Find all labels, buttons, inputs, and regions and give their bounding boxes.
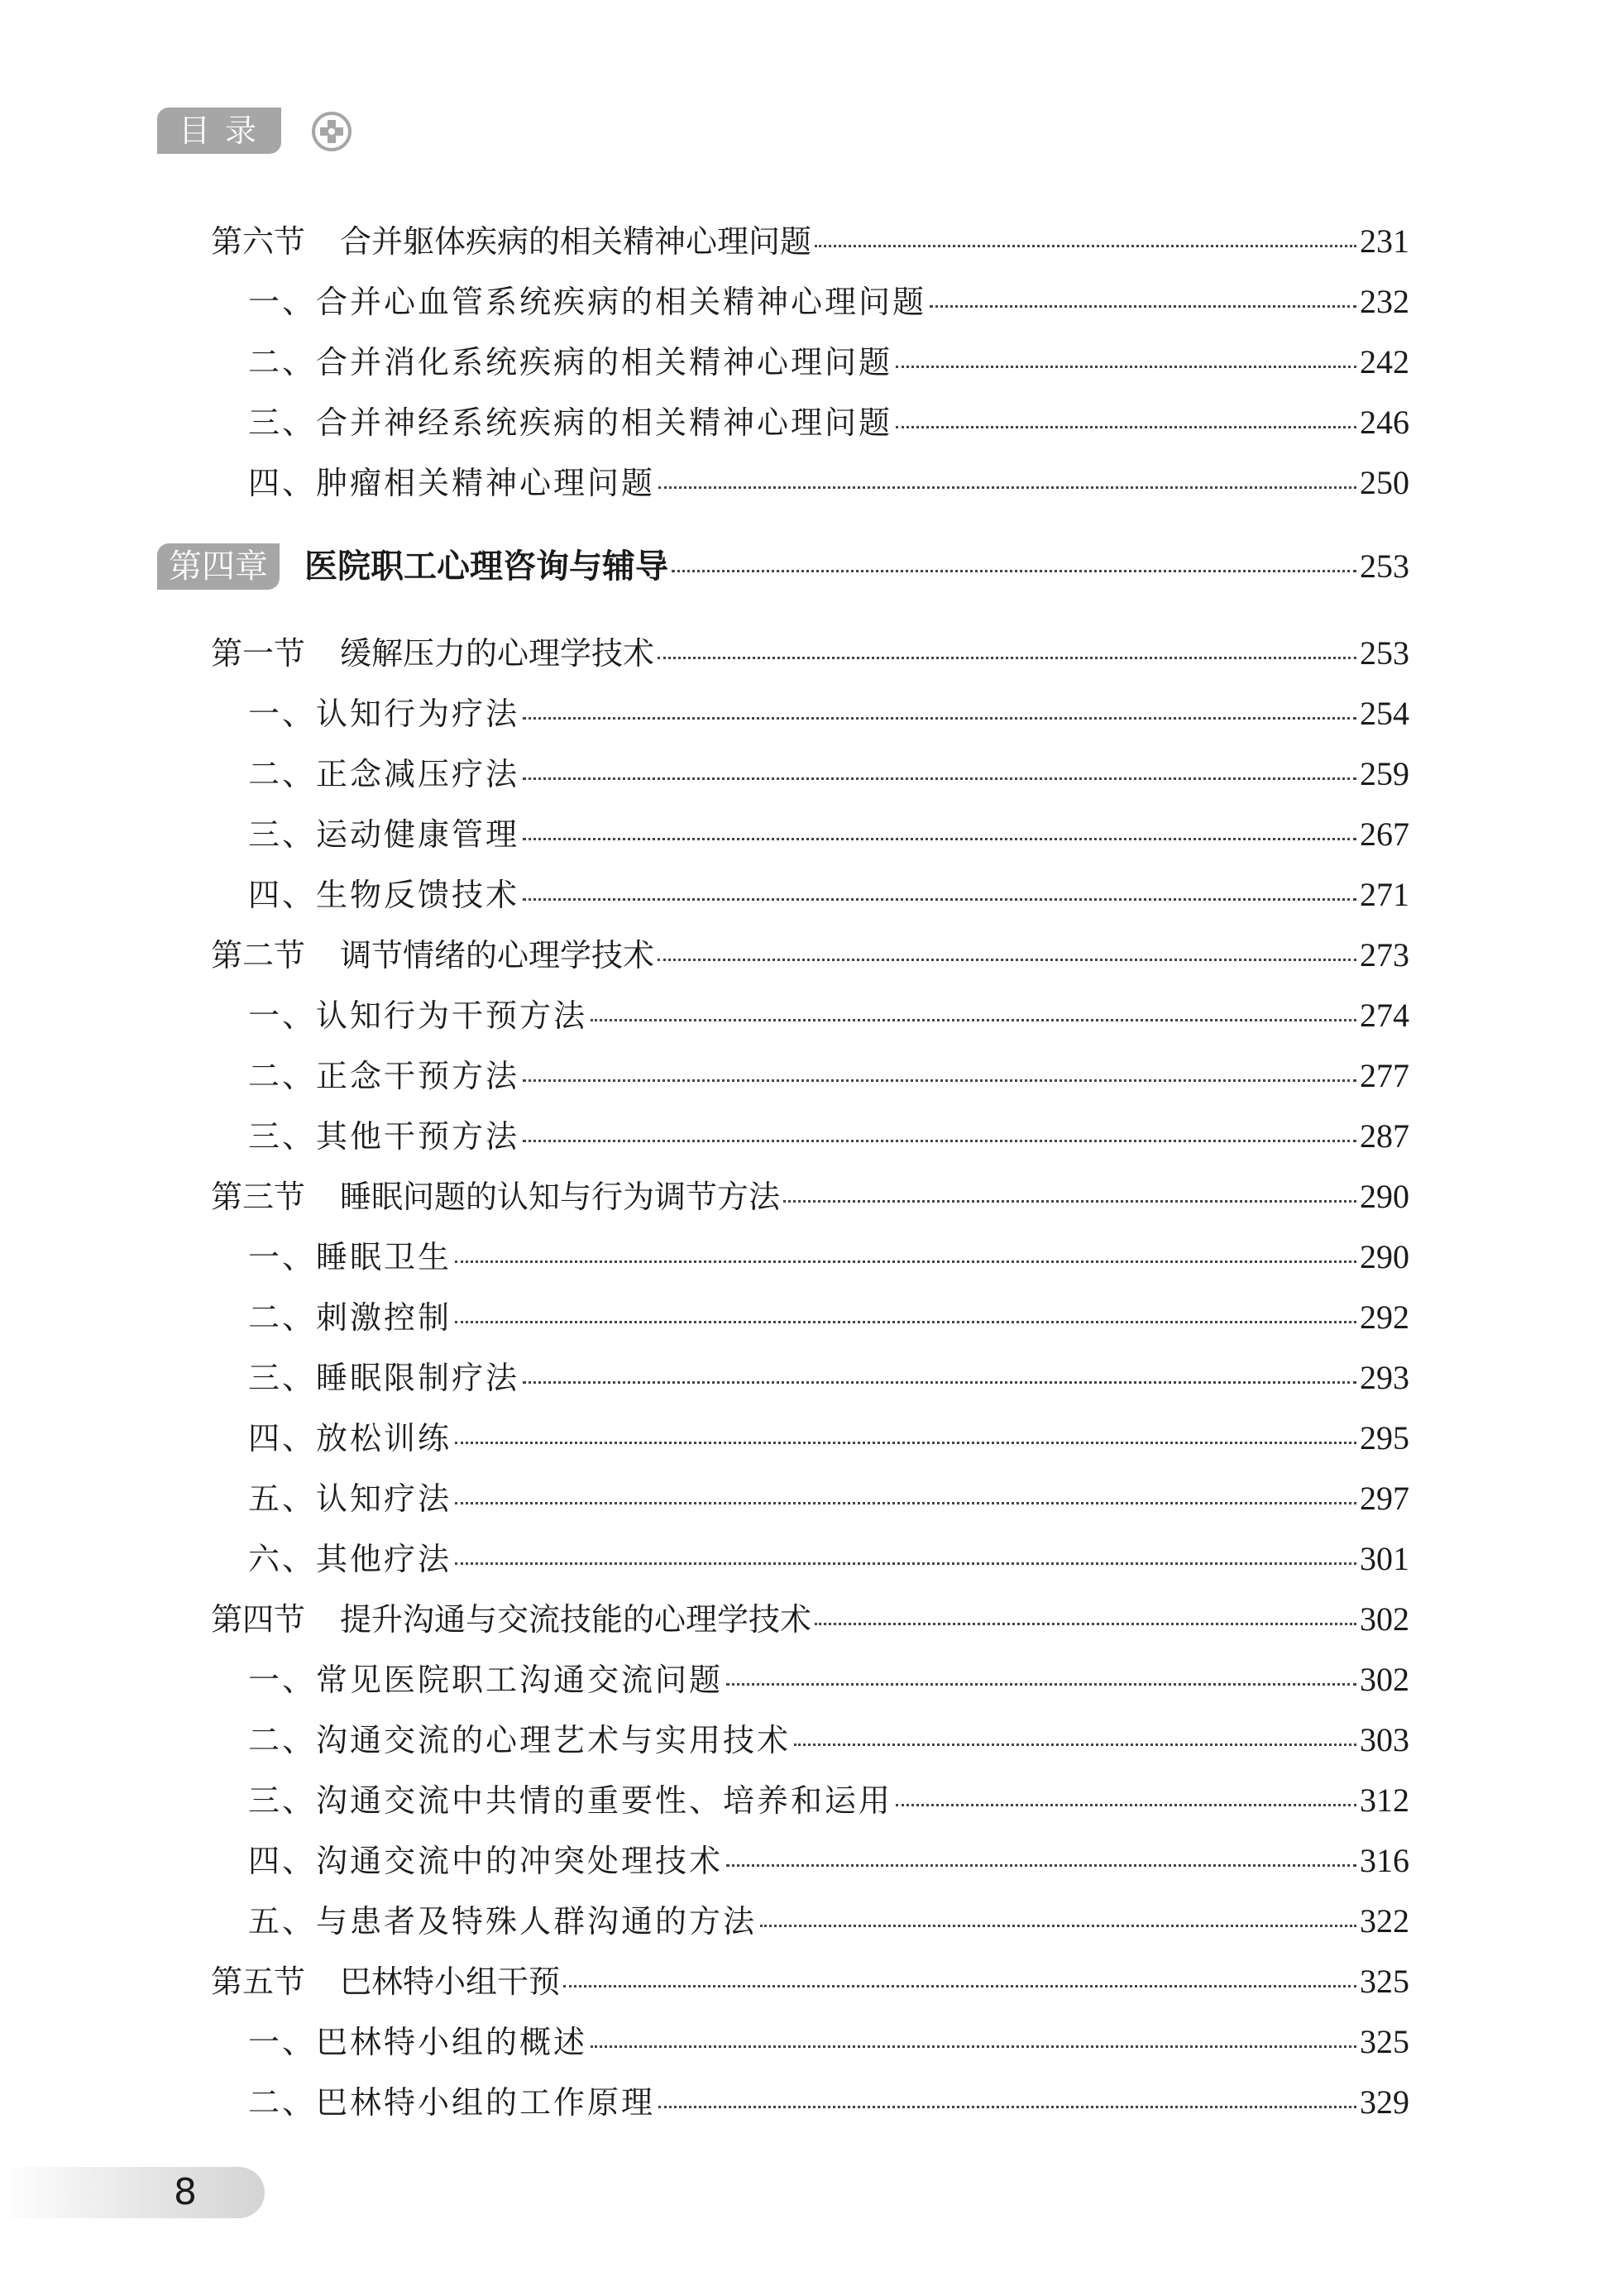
page-number: 8 [174, 2171, 197, 2213]
toc-item-entry[interactable] [248, 991, 1409, 1040]
item-title: 一、巴林特小组的概述 [248, 2024, 588, 2060]
dot-leader [455, 1441, 1356, 1444]
toc-item-entry[interactable] [248, 277, 1409, 327]
page-ref: 329 [1360, 2083, 1409, 2121]
toc-chapter-entry[interactable] [157, 542, 1409, 591]
item-title: 二、正念减压疗法 [248, 756, 520, 792]
item-title: 五、认知疗法 [248, 1480, 452, 1517]
section-number: 第五节 [211, 1964, 306, 2000]
page-ref: 325 [1360, 1963, 1409, 2000]
dot-leader [658, 958, 1356, 961]
item-title: 五、与患者及特殊人群沟通的方法 [248, 1903, 758, 1940]
dot-leader [523, 897, 1356, 901]
dot-leader [591, 1018, 1356, 1021]
item-title: 一、认知行为疗法 [248, 696, 520, 732]
page-ref: 267 [1360, 816, 1409, 853]
section-number: 第二节 [211, 937, 306, 973]
toc-item-entry[interactable] [248, 1715, 1409, 1765]
dot-leader [591, 2045, 1356, 2048]
page-ref: 273 [1360, 936, 1409, 973]
dot-leader [760, 1924, 1356, 1927]
item-title: 一、睡眠卫生 [248, 1239, 452, 1275]
dot-leader [815, 244, 1356, 247]
dot-leader [794, 1743, 1356, 1746]
dot-leader [523, 837, 1356, 840]
toc-item-entry[interactable] [248, 1836, 1409, 1886]
dot-leader [658, 486, 1356, 489]
item-title: 三、沟通交流中共情的重要性、培养和运用 [248, 1782, 893, 1819]
item-title: 二、刺激控制 [248, 1299, 452, 1336]
item-title: 三、其他干预方法 [248, 1118, 520, 1155]
page-ref: 253 [1360, 548, 1409, 585]
dot-leader [455, 1320, 1356, 1323]
toc-item-entry[interactable] [248, 1112, 1409, 1161]
item-title: 二、沟通交流的心理艺术与实用技术 [248, 1722, 792, 1758]
page-ref: 312 [1360, 1782, 1409, 1819]
dot-leader [658, 2105, 1356, 2108]
dot-leader [563, 1984, 1356, 1987]
dot-leader [930, 304, 1356, 308]
dot-leader [523, 1139, 1356, 1142]
page-ref: 290 [1360, 1178, 1409, 1215]
chapter-number: 第四章 [157, 543, 280, 590]
page-ref: 316 [1360, 1842, 1409, 1879]
page-ref: 259 [1360, 755, 1409, 792]
page-ref: 287 [1360, 1117, 1409, 1155]
toc-section-entry[interactable] [211, 1595, 1409, 1644]
page-ref: 277 [1360, 1057, 1409, 1094]
item-title: 三、睡眠限制疗法 [248, 1360, 520, 1396]
dot-leader [783, 1199, 1356, 1203]
page-ref: 301 [1360, 1540, 1409, 1577]
dot-leader [523, 1079, 1356, 1082]
page-ref: 302 [1360, 1661, 1409, 1698]
toc-item-entry[interactable] [248, 398, 1409, 447]
page-ref: 231 [1360, 222, 1409, 260]
toc-section-entry[interactable] [211, 930, 1409, 980]
toc-item-entry[interactable] [248, 1776, 1409, 1825]
toc-item-entry[interactable] [248, 2078, 1409, 2127]
dot-leader [726, 1863, 1356, 1867]
section-title: 提升沟通与交流技能的心理学技术 [340, 1601, 812, 1638]
page-ref: 293 [1360, 1359, 1409, 1396]
dot-leader [658, 656, 1356, 659]
toc-item-entry[interactable] [248, 749, 1409, 799]
page-ref: 303 [1360, 1721, 1409, 1758]
page-ref: 322 [1360, 1902, 1409, 1940]
section-title: 合并躯体疾病的相关精神心理问题 [340, 223, 812, 260]
dot-leader [896, 425, 1356, 428]
page-ref: 297 [1360, 1480, 1409, 1517]
page-ref: 271 [1360, 876, 1409, 913]
toc-item-entry[interactable] [248, 337, 1409, 387]
item-title: 二、合并消化系统疾病的相关精神心理问题 [248, 344, 893, 380]
toc-item-entry[interactable] [248, 458, 1409, 508]
toc-section-entry[interactable] [211, 217, 1409, 266]
toc-item-entry[interactable] [248, 1232, 1409, 1282]
footer-page-tab [0, 2167, 265, 2218]
toc-item-entry[interactable] [248, 1051, 1409, 1101]
section-number: 第四节 [211, 1601, 306, 1638]
item-title: 二、正念干预方法 [248, 1058, 520, 1094]
section-number: 第六节 [211, 223, 306, 260]
dot-leader [896, 1803, 1356, 1806]
section-title: 调节情绪的心理学技术 [340, 937, 655, 973]
page-ref: 232 [1360, 283, 1409, 320]
section-title: 睡眠问题的认知与行为调节方法 [340, 1179, 781, 1215]
toc-item-entry[interactable] [248, 1534, 1409, 1584]
toc-item-entry[interactable] [248, 1413, 1409, 1463]
toc-item-entry[interactable] [248, 870, 1409, 920]
item-title: 四、生物反馈技术 [248, 877, 520, 913]
dot-leader [672, 569, 1356, 572]
toc-item-entry[interactable] [248, 1897, 1409, 1946]
dot-leader [455, 1260, 1356, 1263]
toc-item-entry[interactable] [248, 1655, 1409, 1705]
page-ref: 274 [1360, 997, 1409, 1034]
chapter-title: 医院职工心理咨询与辅导 [304, 548, 668, 586]
page-ref: 290 [1360, 1238, 1409, 1275]
toc-item-entry[interactable] [248, 1474, 1409, 1523]
toc-item-entry[interactable] [248, 689, 1409, 739]
section-title: 巴林特小组干预 [340, 1964, 561, 2000]
item-title: 三、运动健康管理 [248, 816, 520, 853]
section-number: 第三节 [211, 1179, 306, 1215]
item-title: 六、其他疗法 [248, 1541, 452, 1577]
page-ref: 302 [1360, 1600, 1409, 1638]
toc-item-entry[interactable] [248, 810, 1409, 859]
section-number: 第一节 [211, 635, 306, 672]
page-ref: 246 [1360, 404, 1409, 441]
dot-leader [523, 777, 1356, 780]
dot-leader [726, 1682, 1356, 1686]
item-title: 四、沟通交流中的冲突处理技术 [248, 1843, 724, 1879]
page-ref: 253 [1360, 634, 1409, 672]
toc-section-entry[interactable] [211, 629, 1409, 678]
item-title: 一、合并心血管系统疾病的相关精神心理问题 [248, 284, 927, 320]
toc-item-entry[interactable] [248, 1293, 1409, 1342]
dot-leader [523, 716, 1356, 720]
toc-section-entry[interactable] [211, 1957, 1409, 2007]
medical-cross-logo-icon [310, 110, 353, 153]
page-ref: 254 [1360, 695, 1409, 732]
page-ref: 250 [1360, 464, 1409, 501]
dot-leader [896, 365, 1356, 368]
page-ref: 295 [1360, 1419, 1409, 1457]
dot-leader [455, 1562, 1356, 1565]
header-toc-tag: 目录 [157, 108, 281, 154]
item-title: 四、放松训练 [248, 1420, 452, 1457]
section-title: 缓解压力的心理学技术 [340, 635, 655, 672]
dot-leader [815, 1622, 1356, 1625]
toc-item-entry[interactable] [248, 1353, 1409, 1403]
page-ref: 325 [1360, 2023, 1409, 2060]
toc-item-entry[interactable] [248, 2017, 1409, 2067]
toc-section-entry[interactable] [211, 1172, 1409, 1222]
dot-leader [523, 1380, 1356, 1384]
item-title: 二、巴林特小组的工作原理 [248, 2084, 656, 2121]
item-title: 一、认知行为干预方法 [248, 997, 588, 1034]
item-title: 三、合并神经系统疾病的相关精神心理问题 [248, 404, 893, 441]
item-title: 一、常见医院职工沟通交流问题 [248, 1662, 724, 1698]
dot-leader [455, 1501, 1356, 1504]
item-title: 四、肿瘤相关精神心理问题 [248, 465, 656, 501]
page-ref: 242 [1360, 343, 1409, 380]
page-ref: 292 [1360, 1299, 1409, 1336]
